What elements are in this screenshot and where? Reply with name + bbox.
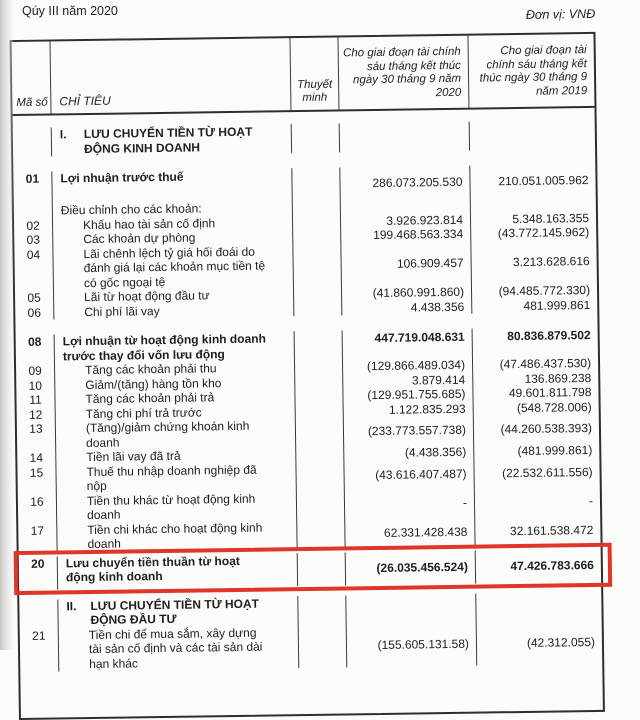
row-value-2019 — [476, 591, 601, 622]
row-value-2020 — [340, 122, 470, 153]
row-code — [19, 599, 58, 629]
row-note-cell — [295, 374, 343, 389]
row-label: Điều chỉnh cho các khoản: — [60, 201, 202, 218]
row-label-cell — [58, 596, 298, 628]
row-note-cell — [297, 490, 345, 520]
row-value-2019: 32.161.538.472 — [509, 522, 594, 538]
row-value-2020: (155.605.131.58) — [347, 622, 478, 667]
row-value-2020: 1.122.835.293 — [344, 401, 474, 417]
row-note-cell — [298, 552, 346, 586]
row-note-cell — [293, 243, 342, 287]
row-code — [14, 203, 53, 218]
row-value-2020: 62.331.428.438 — [345, 517, 475, 548]
row-code: 04 — [14, 247, 54, 291]
row-note-cell — [296, 446, 344, 461]
row-label-cell — [52, 124, 292, 156]
row-note-cell — [296, 403, 344, 418]
row-code: 11 — [16, 392, 55, 407]
row-note-cell — [293, 228, 341, 243]
table-row — [13, 120, 595, 157]
table-row — [20, 620, 603, 672]
row-label: Giảm/(tăng) hàng tồn kho — [85, 375, 222, 392]
row-value-2019: 5.348.163.355 — [512, 210, 590, 226]
row-label: Chi phí lãi vay — [84, 303, 160, 319]
row-label: (Tăng)/giảm chứng khoán kinh doanh — [85, 418, 250, 450]
row-code: 13 — [17, 421, 56, 451]
row-label: Thuế thu nhập doanh nghiệp đã nộp — [86, 462, 257, 494]
row-value-2020: (43.616.407.487) — [344, 459, 474, 490]
row-code: 12 — [17, 407, 56, 422]
row-value-2019 — [470, 120, 595, 151]
row-value-2019: (42.312.055) — [526, 634, 596, 650]
row-value-2020: 286.073.205.530 — [340, 166, 470, 200]
row-value-2019: - — [588, 493, 594, 508]
row-code: 05 — [15, 290, 54, 305]
row-value-2019: 3.213.628.616 — [512, 254, 590, 270]
row-label: Tiền thu khác từ hoạt động kinh doanh — [86, 491, 256, 523]
row-label: Lãi từ hoạt động đầu tư — [83, 288, 210, 305]
row-label: Tăng các khoản phải trả — [85, 390, 215, 407]
cash-flow-statement-table — [9, 32, 604, 720]
row-note-cell — [294, 301, 342, 316]
row-note-cell — [296, 417, 344, 447]
row-label: Lợi nhuận trước thuế — [60, 169, 184, 186]
header-item-column: CHỈ TIÊU — [51, 38, 292, 113]
row-label-cell — [59, 625, 300, 672]
row-code: 10 — [16, 378, 55, 393]
row-value-2020: 199.468.563.334 — [341, 227, 471, 243]
row-value-2019: (44.260.538.393) — [500, 421, 593, 437]
row-note-cell — [295, 330, 343, 360]
row-note-cell — [292, 167, 340, 200]
row-label: Tiền lãi vay đã trả — [86, 448, 181, 465]
row-label-cell — [54, 302, 294, 320]
row-code: 15 — [17, 465, 56, 495]
row-value-2019: 49.601.811.798 — [508, 384, 592, 401]
row-label: Lãi chênh lệch tỷ giá hối đoái do đánh giá lại các khoản mục tiền tệ có gốc ngoại tệ — [83, 244, 266, 290]
row-label-cell — [58, 553, 298, 589]
row-label: LƯU CHUYỂN TIỀN TỪ HOẠT ĐỘNG KINH DOANH — [83, 124, 253, 156]
row-value-2020: 447.719.048.631 — [343, 329, 473, 360]
row-note-cell — [295, 359, 343, 374]
row-label-cell — [57, 491, 297, 523]
row-code: 21 — [20, 628, 60, 672]
row-value-2020: 106.909.457 — [341, 241, 472, 286]
row-value-2020: 3.926.923.814 — [341, 212, 471, 228]
row-label: Lưu chuyển tiền thuần từ hoạt động kinh doanh — [65, 553, 240, 585]
row-label: Tiền chi để mua sắm, xây dựng tài sản cố định và các tài sản dài hạn khác — [88, 625, 263, 671]
row-value-2019: 47.426.783.666 — [510, 557, 594, 573]
row-value-2019: 80.836.879.502 — [507, 327, 591, 343]
row-value-2020: (233.773.557.738) — [344, 416, 474, 447]
row-note-cell — [293, 199, 341, 214]
row-value-2019: 136.869.238 — [524, 370, 592, 386]
row-value-2020: 3.879.414 — [343, 372, 473, 388]
row-label: Lợi nhuận từ hoạt động kinh doanh trước thay đổi vốn lưu động — [62, 331, 266, 363]
row-note-cell — [294, 286, 342, 301]
unit-label: Đơn vị: VNĐ — [525, 6, 596, 22]
row-value-2020: (26.035.456.524) — [346, 550, 476, 585]
row-value-2019: (481.999.861) — [517, 442, 593, 459]
row-label-cell — [55, 331, 295, 363]
row-code: 16 — [18, 494, 57, 524]
row-code: 01 — [13, 172, 52, 205]
row-label-cell — [57, 520, 297, 552]
row-code: 06 — [15, 305, 54, 320]
row-code: 17 — [18, 523, 57, 553]
row-value-2020 — [346, 593, 476, 624]
table-row — [19, 546, 601, 591]
row-value-2020: 4.438.356 — [342, 299, 472, 315]
row-note-cell — [296, 461, 344, 491]
row-label-cell — [56, 462, 296, 494]
row-label: Tăng các khoản phải thu — [85, 361, 217, 378]
row-code: 09 — [16, 363, 55, 378]
row-code: 08 — [16, 334, 55, 364]
row-note-cell — [299, 624, 348, 668]
row-section-prefix: II. — [66, 598, 77, 613]
header-period-2019-column: Cho giai đoạn tài chính sáu tháng kết thúc ngày 30 tháng 9 năm 2019 — [479, 44, 588, 98]
row-value-2019: 481.999.861 — [523, 297, 591, 313]
row-value-2020: (41.860.991.860) — [342, 285, 472, 301]
row-value-2019: (94.485.772.330) — [498, 283, 591, 299]
row-code: 03 — [14, 232, 53, 247]
row-note-cell — [292, 123, 340, 153]
row-value-2020: (4.438.356) — [344, 445, 474, 461]
header-note-column: Thuyết minh — [290, 37, 339, 110]
row-label: Khấu hao tài sản cố định — [82, 215, 216, 232]
row-value-2019: (22.532.611.556) — [501, 464, 593, 481]
row-code: 20 — [19, 556, 58, 590]
row-value-2020: - — [345, 488, 475, 519]
row-value-2019: (548.728.006) — [516, 399, 592, 415]
row-note-cell — [298, 595, 346, 625]
header-period-2020-column: Cho giai đoạn tài chính sáu tháng kết thúc ngày 30 tháng 9 năm 2020 — [338, 36, 469, 110]
row-code: 02 — [14, 218, 53, 233]
row-label: Tăng chi phí trả trước — [85, 404, 202, 421]
row-value-2019: (43.772.145.962) — [497, 225, 590, 241]
row-note-cell — [293, 214, 341, 229]
row-label-cell — [53, 244, 294, 291]
row-code — [13, 128, 52, 158]
table-header-row — [12, 34, 595, 116]
row-value-2019: 210.051.005.962 — [498, 172, 589, 189]
row-value-2020: (129.866.489.034) — [343, 358, 473, 374]
row-label-cell — [52, 168, 292, 203]
header-code-column: Mã số — [12, 42, 52, 115]
row-section-prefix: I. — [59, 127, 67, 142]
row-value-2020: (129.951.755.685) — [343, 387, 473, 403]
table-body — [13, 120, 603, 672]
row-label: Tiền chi khác cho hoạt động kinh doanh — [87, 520, 263, 552]
row-value-2019: (47.486.437.530) — [499, 355, 592, 372]
row-code: 14 — [17, 450, 56, 465]
period-label: Qúy III năm 2020 — [22, 4, 118, 18]
row-label: Các khoản dự phòng — [83, 230, 196, 247]
row-label: LƯU CHUYỂN TIỀN TỪ HOẠT ĐỘNG ĐẦU TƯ — [90, 596, 260, 628]
row-label-cell — [56, 418, 296, 450]
row-note-cell — [297, 519, 345, 549]
row-note-cell — [295, 388, 343, 403]
